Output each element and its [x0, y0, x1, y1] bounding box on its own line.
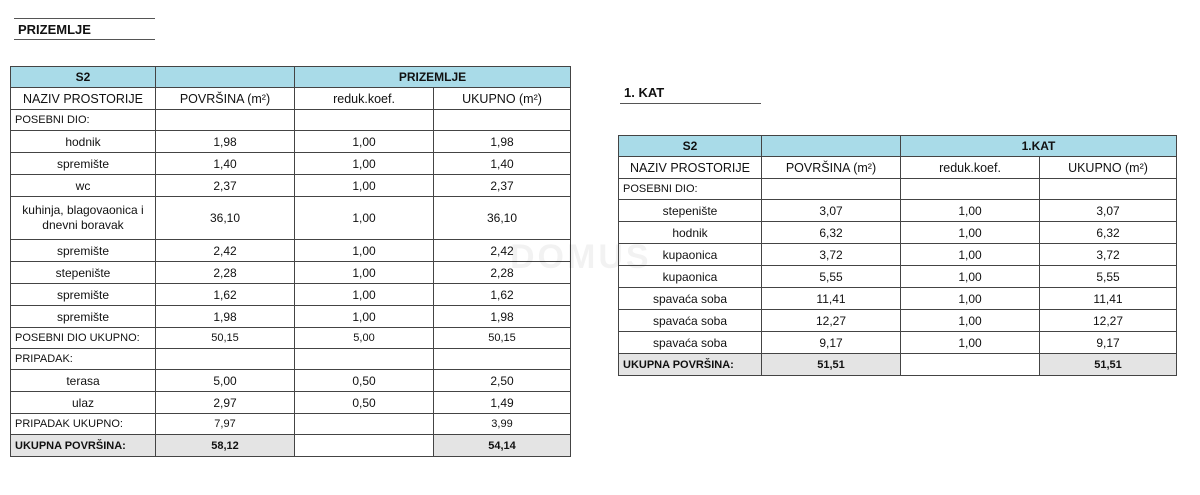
room-area: 3,07 — [762, 200, 901, 222]
room-name: spremište — [11, 284, 156, 306]
room-name: spremište — [11, 240, 156, 262]
room-name: wc — [11, 175, 156, 197]
table-row — [619, 244, 1177, 266]
table-row — [11, 284, 571, 306]
room-area: 11,41 — [762, 288, 901, 310]
room-coef: 1,00 — [295, 197, 434, 240]
table-row — [619, 332, 1177, 354]
room-total: 11,41 — [1040, 288, 1177, 310]
grand-total-row — [619, 354, 1177, 376]
table-row — [619, 200, 1177, 222]
heading-bottom-rule — [620, 103, 761, 104]
room-name: hodnik — [619, 222, 762, 244]
section-total-area: 50,15 — [156, 328, 295, 349]
col-total-header: UKUPNO (m²) — [434, 88, 571, 110]
appendix-total-total: 3,99 — [434, 414, 571, 435]
room-area: 3,72 — [762, 244, 901, 266]
table-row — [619, 222, 1177, 244]
section-label: POSEBNI DIO: — [11, 110, 156, 131]
room-total: 2,28 — [434, 262, 571, 284]
section-total-label: POSEBNI DIO UKUPNO: — [11, 328, 156, 349]
col-area-header: POVRŠINA (m²) — [762, 157, 901, 179]
room-area: 12,27 — [762, 310, 901, 332]
appendix-total-area: 7,97 — [156, 414, 295, 435]
room-area: 2,28 — [156, 262, 295, 284]
table-row — [11, 240, 571, 262]
col-total-header: UKUPNO (m²) — [1040, 157, 1177, 179]
appendix-label: PRIPADAK: — [11, 349, 156, 370]
room-area: 2,42 — [156, 240, 295, 262]
room-area: 2,37 — [156, 175, 295, 197]
heading-top-rule — [14, 18, 155, 19]
section-label: POSEBNI DIO: — [619, 179, 762, 200]
room-area: 1,62 — [156, 284, 295, 306]
grand-total-area: 51,51 — [762, 354, 901, 376]
room-total: 1,98 — [434, 306, 571, 328]
table-row — [619, 266, 1177, 288]
room-area: 5,55 — [762, 266, 901, 288]
room-coef: 1,00 — [901, 200, 1040, 222]
room-coef: 1,00 — [901, 310, 1040, 332]
grand-total-area: 58,12 — [156, 435, 295, 457]
watermark-logo: DOMUS — [510, 238, 652, 276]
room-coef: 1,00 — [295, 175, 434, 197]
room-coef: 1,00 — [901, 288, 1040, 310]
floor-label: 1.KAT — [901, 136, 1177, 157]
room-area: 1,98 — [156, 131, 295, 153]
room-name: kuhinja, blagovaonica i dnevni boravak — [11, 197, 156, 240]
heading-bottom-rule — [14, 39, 155, 40]
room-area: 36,10 — [156, 197, 295, 240]
room-coef: 1,00 — [901, 266, 1040, 288]
appendix-total-row — [11, 414, 571, 435]
room-total: 2,42 — [434, 240, 571, 262]
room-coef: 0,50 — [295, 370, 434, 392]
table-row — [11, 153, 571, 175]
grand-total-label: UKUPNA POVRŠINA: — [11, 435, 156, 457]
room-area: 9,17 — [762, 332, 901, 354]
room-area: 2,97 — [156, 392, 295, 414]
room-total: 3,72 — [1040, 244, 1177, 266]
appendix-total-label: PRIPADAK UKUPNO: — [11, 414, 156, 435]
room-coef: 1,00 — [295, 153, 434, 175]
room-coef: 1,00 — [901, 244, 1040, 266]
grand-total-label: UKUPNA POVRŠINA: — [619, 354, 762, 376]
room-name: stepenište — [619, 200, 762, 222]
unit-spacer — [156, 67, 295, 88]
room-coef: 1,00 — [295, 240, 434, 262]
room-coef: 1,00 — [295, 131, 434, 153]
room-total: 12,27 — [1040, 310, 1177, 332]
room-name: ulaz — [11, 392, 156, 414]
room-name: kupaonica — [619, 244, 762, 266]
table-row — [11, 306, 571, 328]
unit-label: S2 — [11, 67, 156, 88]
room-total: 5,55 — [1040, 266, 1177, 288]
section-total-total: 50,15 — [434, 328, 571, 349]
table-row — [11, 175, 571, 197]
room-name: terasa — [11, 370, 156, 392]
room-total: 2,37 — [434, 175, 571, 197]
room-total: 6,32 — [1040, 222, 1177, 244]
first-floor-table — [618, 135, 1177, 376]
room-area: 6,32 — [762, 222, 901, 244]
room-name: spremište — [11, 306, 156, 328]
section-total-coef: 5,00 — [295, 328, 434, 349]
room-name: spavaća soba — [619, 288, 762, 310]
room-coef: 1,00 — [295, 262, 434, 284]
ground-floor-table — [10, 66, 571, 457]
table-row — [11, 131, 571, 153]
room-name: stepenište — [11, 262, 156, 284]
room-coef: 1,00 — [295, 306, 434, 328]
table-row — [11, 392, 571, 414]
ground-floor-heading: PRIZEMLJE — [18, 22, 91, 37]
unit-spacer — [762, 136, 901, 157]
table-row — [619, 310, 1177, 332]
room-total: 9,17 — [1040, 332, 1177, 354]
room-name: hodnik — [11, 131, 156, 153]
room-area: 5,00 — [156, 370, 295, 392]
table-row — [619, 288, 1177, 310]
table-row — [11, 197, 571, 240]
room-area: 1,98 — [156, 306, 295, 328]
table-row — [11, 262, 571, 284]
room-total: 1,62 — [434, 284, 571, 306]
room-total: 1,98 — [434, 131, 571, 153]
room-name: kupaonica — [619, 266, 762, 288]
floor-label: PRIZEMLJE — [295, 67, 571, 88]
room-coef: 1,00 — [901, 332, 1040, 354]
col-name-header: NAZIV PROSTORIJE — [619, 157, 762, 179]
room-name: spavaća soba — [619, 332, 762, 354]
col-name-header: NAZIV PROSTORIJE — [11, 88, 156, 110]
room-total: 1,40 — [434, 153, 571, 175]
room-name: spremište — [11, 153, 156, 175]
room-coef: 1,00 — [901, 222, 1040, 244]
room-total: 1,49 — [434, 392, 571, 414]
grand-total-row — [11, 435, 571, 457]
room-total: 2,50 — [434, 370, 571, 392]
room-total: 36,10 — [434, 197, 571, 240]
room-name: spavaća soba — [619, 310, 762, 332]
first-floor-heading: 1. KAT — [624, 85, 665, 100]
room-area: 1,40 — [156, 153, 295, 175]
col-coef-header: reduk.koef. — [901, 157, 1040, 179]
room-total: 3,07 — [1040, 200, 1177, 222]
unit-label: S2 — [619, 136, 762, 157]
grand-total-total: 51,51 — [1040, 354, 1177, 376]
grand-total-total: 54,14 — [434, 435, 571, 457]
col-area-header: POVRŠINA (m²) — [156, 88, 295, 110]
col-coef-header: reduk.koef. — [295, 88, 434, 110]
table-row — [11, 370, 571, 392]
room-coef: 1,00 — [295, 284, 434, 306]
section-total-row — [11, 328, 571, 349]
room-coef: 0,50 — [295, 392, 434, 414]
